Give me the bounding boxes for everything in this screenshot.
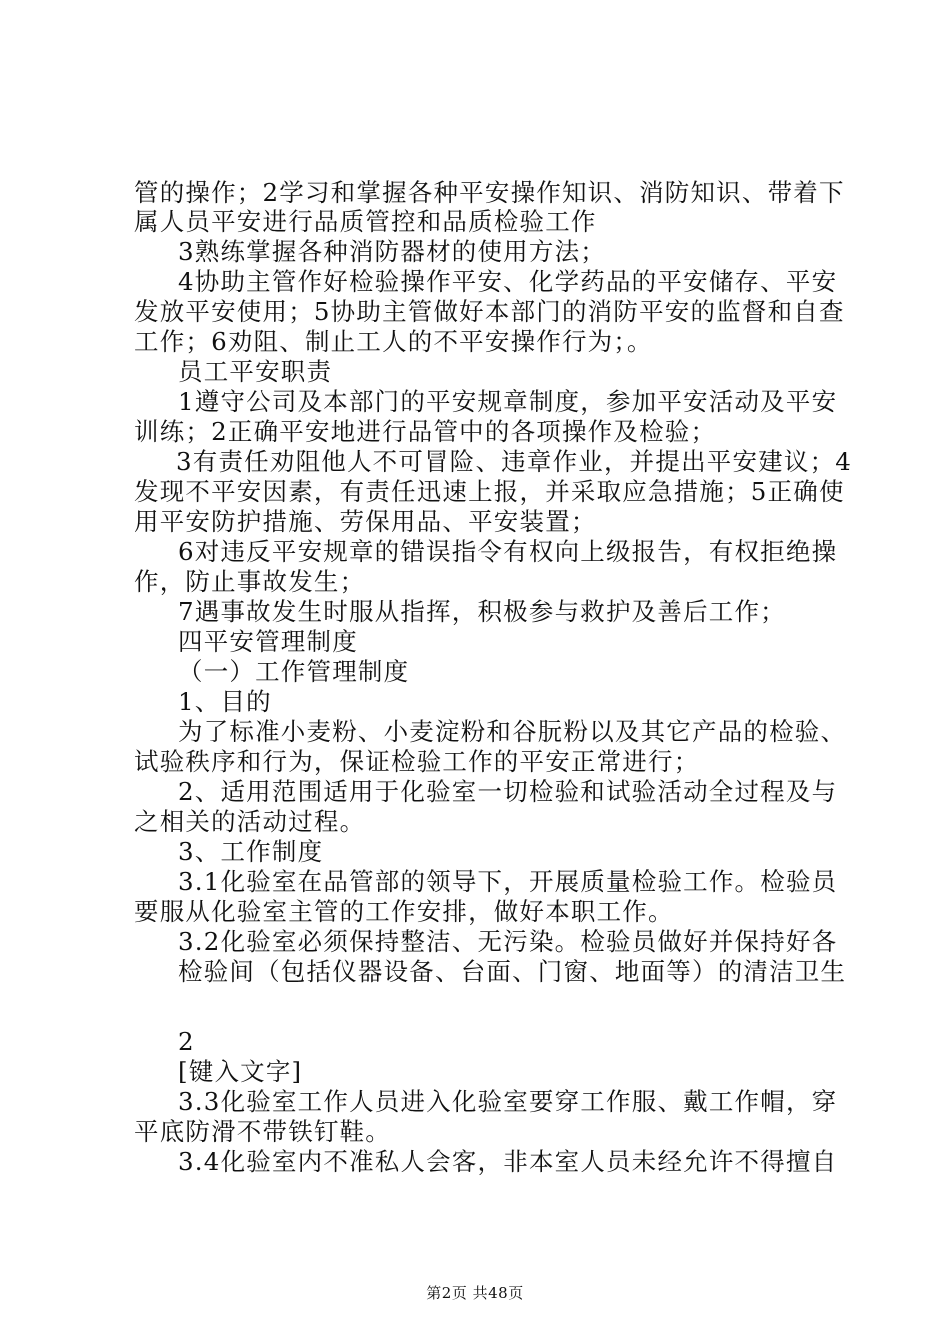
page-number-marker: 2 [178,1027,195,1056]
body-text-line: 发放平安使用；5协助主管做好本部门的消防平安的监督和自查 [134,297,845,326]
body-text-line: 试验秩序和行为，保证检验工作的平安正常进行； [134,747,700,776]
body-text-line: 训练；2正确平安地进行品管中的各项操作及检验； [134,417,717,446]
body-text-line: 3有责任劝阻他人不可冒险、违章作业，并提出平安建议；4 [176,447,853,476]
body-text-line: 6对违反平安规章的错误指令有权向上级报告，有权拒绝操 [178,537,838,566]
body-text-line: 属人员平安进行品质管控和品质检验工作 [134,207,597,236]
page-footer: 第2页 共48页 [426,1284,524,1302]
body-text-line: 3.4化验室内不准私人会客，非本室人员未经允许不得擅自 [178,1147,838,1176]
body-text-line: 用平安防护措施、劳保用品、平安装置； [134,507,597,536]
body-text-line: 3.3化验室工作人员进入化验室要穿工作服、戴工作帽，穿 [178,1087,838,1116]
body-text-line: 检验间（包括仪器设备、台面、门窗、地面等）的清洁卫生 [178,957,847,986]
body-text-line: 为了标准小麦粉、小麦淀粉和谷朊粉以及其它产品的检验、 [178,717,847,746]
section-heading: 四平安管理制度 [178,627,358,656]
body-text-line: 管的操作；2学习和掌握各种平安操作知识、消防知识、带着下 [134,178,845,207]
subsection-heading: 1、目的 [178,687,272,716]
subsection-heading: 3、工作制度 [178,837,324,866]
body-text-line: 3.2化验室必须保持整洁、无污染。检验员做好并保持好各 [178,927,838,956]
body-text-line: 要服从化验室主管的工作安排，做好本职工作。 [134,897,674,926]
body-text-line: 发现不平安因素，有责任迅速上报，并采取应急措施；5正确使 [134,477,845,506]
body-text-line: 作，防止事故发生； [134,567,366,596]
section-heading: 员工平安职责 [178,357,333,386]
body-text-line: 7遇事故发生时服从指挥，积极参与救护及善后工作； [178,597,786,626]
placeholder-text: [键入文字] [178,1057,303,1086]
body-text-line: 平底防滑不带铁钉鞋。 [134,1117,391,1146]
body-text-line: 4协助主管作好检验操作平安、化学药品的平安储存、平安 [178,267,838,296]
body-text-line: 之相关的活动过程。 [134,807,366,836]
body-text-line: 3熟练掌握各种消防器材的使用方法； [178,237,606,266]
body-text-line: 2、适用范围适用于化验室一切检验和试验活动全过程及与 [178,777,838,806]
body-text-line: 3.1化验室在品管部的领导下，开展质量检验工作。检验员 [178,867,838,896]
subsection-heading: （一）工作管理制度 [178,657,410,686]
body-text-line: 工作；6劝阻、制止工人的不平安操作行为；。 [134,327,653,356]
body-text-line: 1遵守公司及本部门的平安规章制度，参加平安活动及平安 [178,387,838,416]
